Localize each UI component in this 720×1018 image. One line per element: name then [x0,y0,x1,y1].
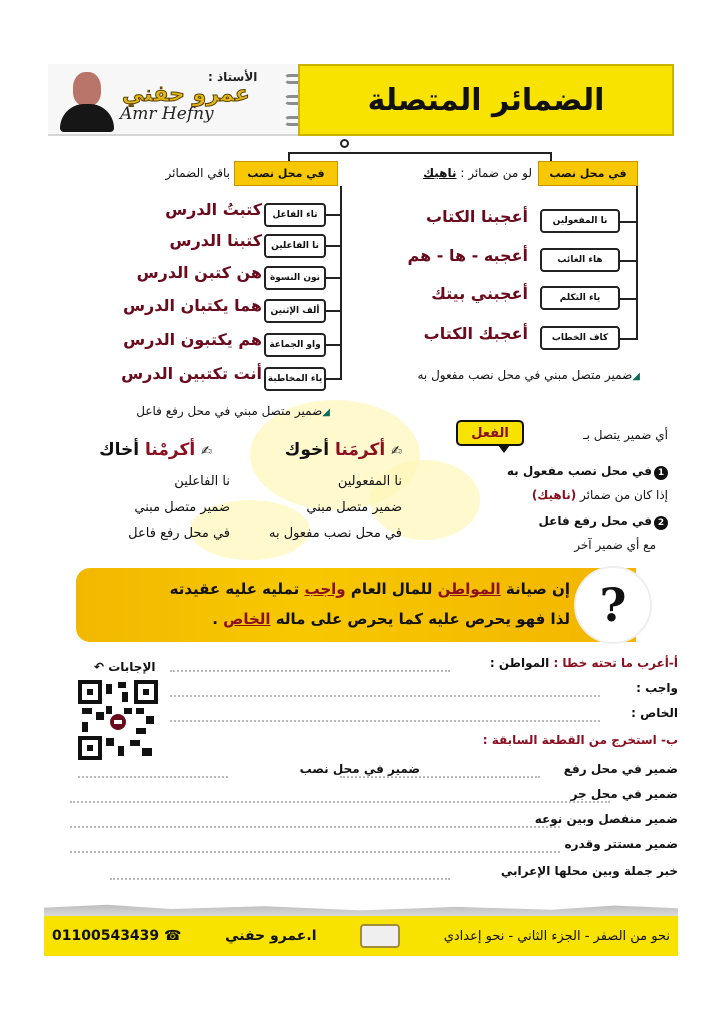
answer-line[interactable] [170,720,600,722]
example-sentence: كتبنا الدرس [169,231,262,250]
exercise-b-title: ب- استخرج من القطعة السابقة : [482,733,678,747]
example-sentence-subject: ✍ أكرمْنا أخاك [99,440,212,460]
exercise-a-title: أ-أعرب ما تحته خطا : المواطن : [489,656,678,670]
phone-number: 01100543439 ☎ [52,928,182,944]
answer-line[interactable] [70,801,610,803]
footer-author: ا.عمرو حفني [225,928,317,944]
passage-text: إن صيانة المواطن للمال العام واجب تمليه عليه عقيدته لذا فهو يحرص عليه كما يحرص على ماله الخاص . [169,580,570,628]
connector-node [340,139,349,148]
verb-rule-2: 2في محل رفع فاعل [538,514,668,530]
left-group-caption: ◢ضمير متصل مبني في محل رفع فاعل [136,404,330,418]
example-note: ضمير متصل مبني [306,500,402,515]
example-sentence: هن كتبن الدرس [136,263,262,282]
exercise-b-item: ضمير منفصل وبين نوعه [534,812,678,826]
pronoun-box: كاف الخطاب [540,326,620,350]
tree-trunk [340,186,342,380]
exercise-a-item: واجب : [636,681,678,695]
verb-rule-2-detail: مع أي ضمير آخر [574,538,656,552]
pronoun-box: واو الجماعة [264,333,326,357]
connector-line [288,152,552,154]
answer-line[interactable] [170,670,450,672]
phone-icon: ☎ [164,928,182,944]
pen-icon: ✍ [391,444,402,459]
tree-trunk [636,186,638,340]
question-mark-icon: ? [574,566,652,644]
example-note: نا المفعولين [337,474,402,489]
right-group-caption: ◢ضمير متصل مبني في محل نصب مفعول به [417,368,640,382]
exercise-b-item: خبر جملة وبين محلها الإعرابي [500,864,678,878]
footer-bar [44,916,678,956]
pointer-icon: ◢ [322,407,330,418]
example-sentence: أعجبك الكتاب [423,324,528,343]
answer-line[interactable] [70,851,560,853]
exercise-b-item: ضمير في محل جر [570,787,678,801]
example-sentence: هم يكتبون الدرس [123,330,262,349]
example-note: في محل نصب مفعول به [269,526,402,541]
answers-label: الإجابات ↶ [94,660,156,674]
page-title: الضمائر المتصلة [367,82,605,118]
pronoun-box: هاء الغائب [540,248,620,272]
example-sentence: هما يكتبان الدرس [122,296,262,315]
pen-icon: ✍ [201,444,212,459]
answer-line[interactable] [70,826,560,828]
lesson-title-banner [298,64,674,136]
pronoun-box: نون النسوة [264,266,326,290]
teacher-name-arabic: عمرو حفني [122,82,250,107]
teacher-label: الأستاذ : [208,70,258,84]
example-sentence: أعجبه - ها - هم [407,246,528,265]
exercise-b-item: ضمير في محل رفع [563,762,678,776]
example-sentence: أعجبنا الكتاب [425,207,528,226]
torn-paper-edge [44,902,678,916]
answer-line[interactable] [110,878,450,880]
left-group-note: باقي الضمائر [165,166,230,180]
speech-bubble: الفعل [456,420,524,446]
pronoun-box: ألف الإثنين [264,299,326,323]
exercise-a-item: الخاص : [631,706,678,720]
example-note: نا الفاعلين [174,474,230,489]
exercise-b-item: ضمير مستتر وقدره [564,837,678,851]
answer-line[interactable] [340,776,540,778]
example-sentence: كتبتُ الدرس [165,200,262,219]
series-title: نحو من الصفر - الجزء الثاني - نحو إعدادي [443,928,670,944]
pronoun-box: ياء التكلم [540,286,620,310]
pronoun-box: تاء الفاعل [264,203,326,227]
tag-left-group: في محل نصب [234,161,338,186]
tag-right-group: في محل نصب [538,161,638,186]
answer-line[interactable] [170,695,600,697]
pronoun-box: ياء المخاطبة [264,367,326,391]
answer-line[interactable] [78,776,228,778]
page-number-box [360,924,400,948]
qr-code-icon[interactable] [78,680,158,760]
pointer-icon: ◢ [632,371,640,382]
teacher-name-english: Amr Hefny [120,104,214,124]
example-sentence: أعجبني بيتك [431,284,528,303]
verb-rule-1: 1في محل نصب مفعول به [507,464,668,480]
example-note: ضمير متصل مبني [134,500,230,515]
pronoun-box: نا المفعولين [540,209,620,233]
verb-rule-intro: أي ضمير يتصل بـ [583,428,668,442]
pronoun-box: نا الفاعلين [264,234,326,258]
right-group-note: لو من ضمائر : ناهيك [423,166,532,180]
verb-rule-1-detail: إذا كان من ضمائر (ناهيك) [531,488,668,502]
example-sentence-object: ✍ أكرمَنا أخوك [284,440,402,460]
example-sentence: أنت تكتبين الدرس [121,364,262,383]
teacher-avatar [60,70,114,132]
exercise-b-item: ضمير في محل نصب [299,762,420,776]
example-note: في محل رفع فاعل [128,526,230,541]
